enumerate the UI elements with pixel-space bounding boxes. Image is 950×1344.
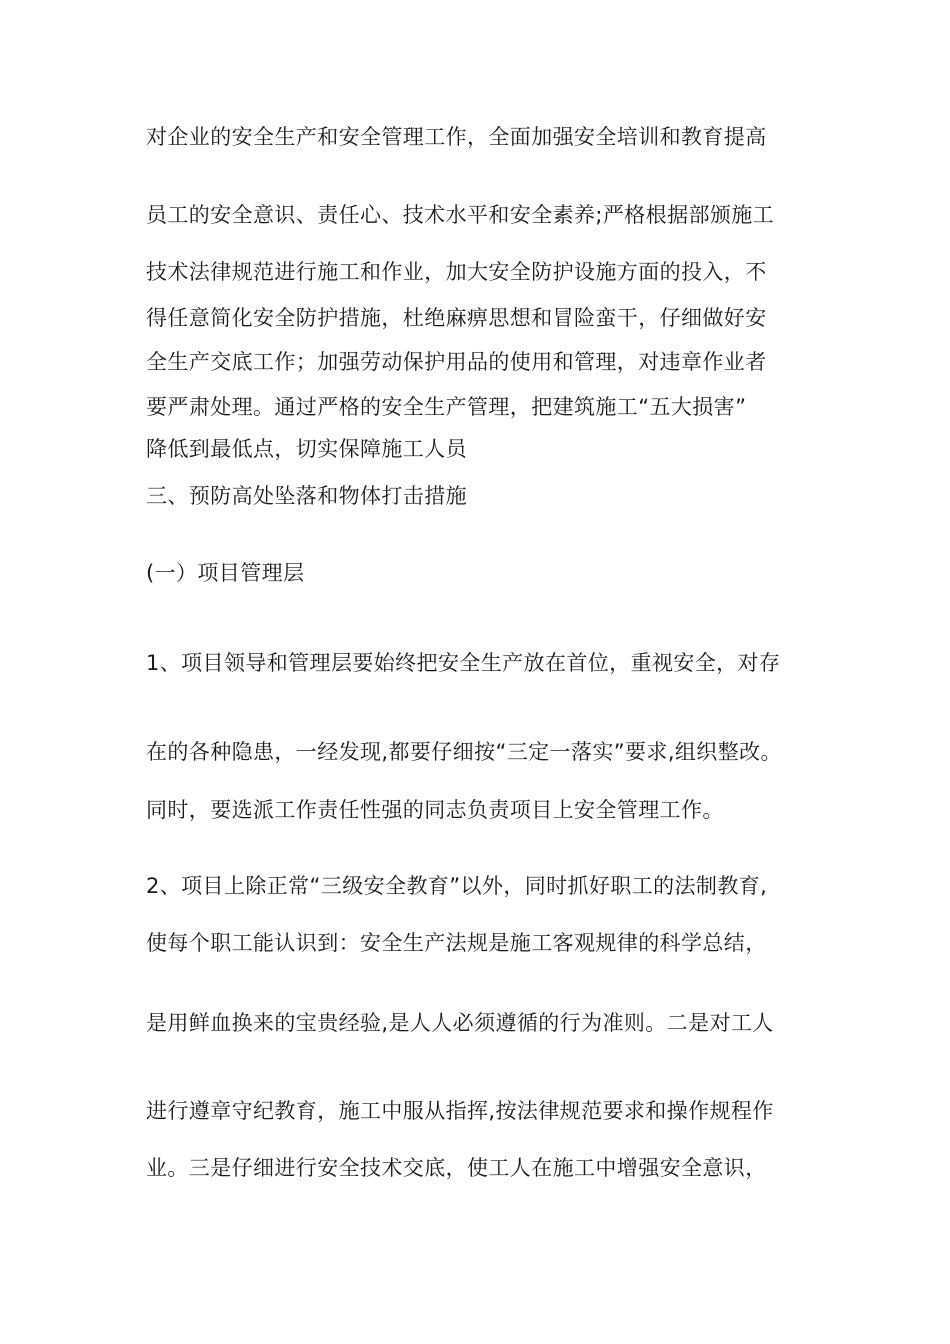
text-line: 员工的安全意识、责任心、技术水平和安全素养;严格根据部颁施工 [146, 203, 775, 227]
text-line: 业。三是仔细进行安全技术交底，使工人在施工中增强安全意识， [146, 1156, 767, 1180]
text-line: 对企业的安全生产和安全管理工作，全面加强安全培训和教育提高 [146, 125, 767, 149]
text-line: 要严肃处理。通过严格的安全生产管理，把建筑施工“五大损害” [146, 395, 747, 419]
text-line: 1、项目领导和管理层要始终把安全生产放在首位，重视安全，对存 [146, 651, 781, 675]
subsection-heading: (一）项目管理层 [146, 561, 305, 585]
text-line: 进行遵章守纪教育，施工中服从指挥,按法律规范要求和操作规程作 [146, 1099, 774, 1123]
text-line: 使每个职工能认识到：安全生产法规是施工客观规律的科学总结， [146, 931, 767, 955]
text-line: 技术法律规范进行施工和作业，加大安全防护设施方面的投入，不 [146, 260, 767, 284]
section-heading: 三、预防高处坠落和物体打击措施 [146, 484, 467, 508]
text-line: 降低到最低点，切实保障施工人员 [146, 437, 467, 461]
text-line: 同时，要选派工作责任性强的同志负责项目上安全管理工作。 [146, 798, 724, 822]
text-line: 在的各种隐患，一经发现,都要仔细按“三定一落实”要求,组织整改。 [146, 740, 782, 764]
text-line: 是用鲜血换来的宝贵经验,是人人必须遵循的行为准则。二是对工人 [146, 1011, 774, 1035]
text-line: 2、项目上除正常“三级安全教育”以外，同时抓好职工的法制教育, [146, 874, 768, 898]
text-line: 得任意简化安全防护措施，杜绝麻痹思想和冒险蛮干，仔细做好安 [146, 306, 767, 330]
text-line: 全生产交底工作；加强劳动保护用品的使用和管理，对违章作业者 [146, 350, 767, 374]
